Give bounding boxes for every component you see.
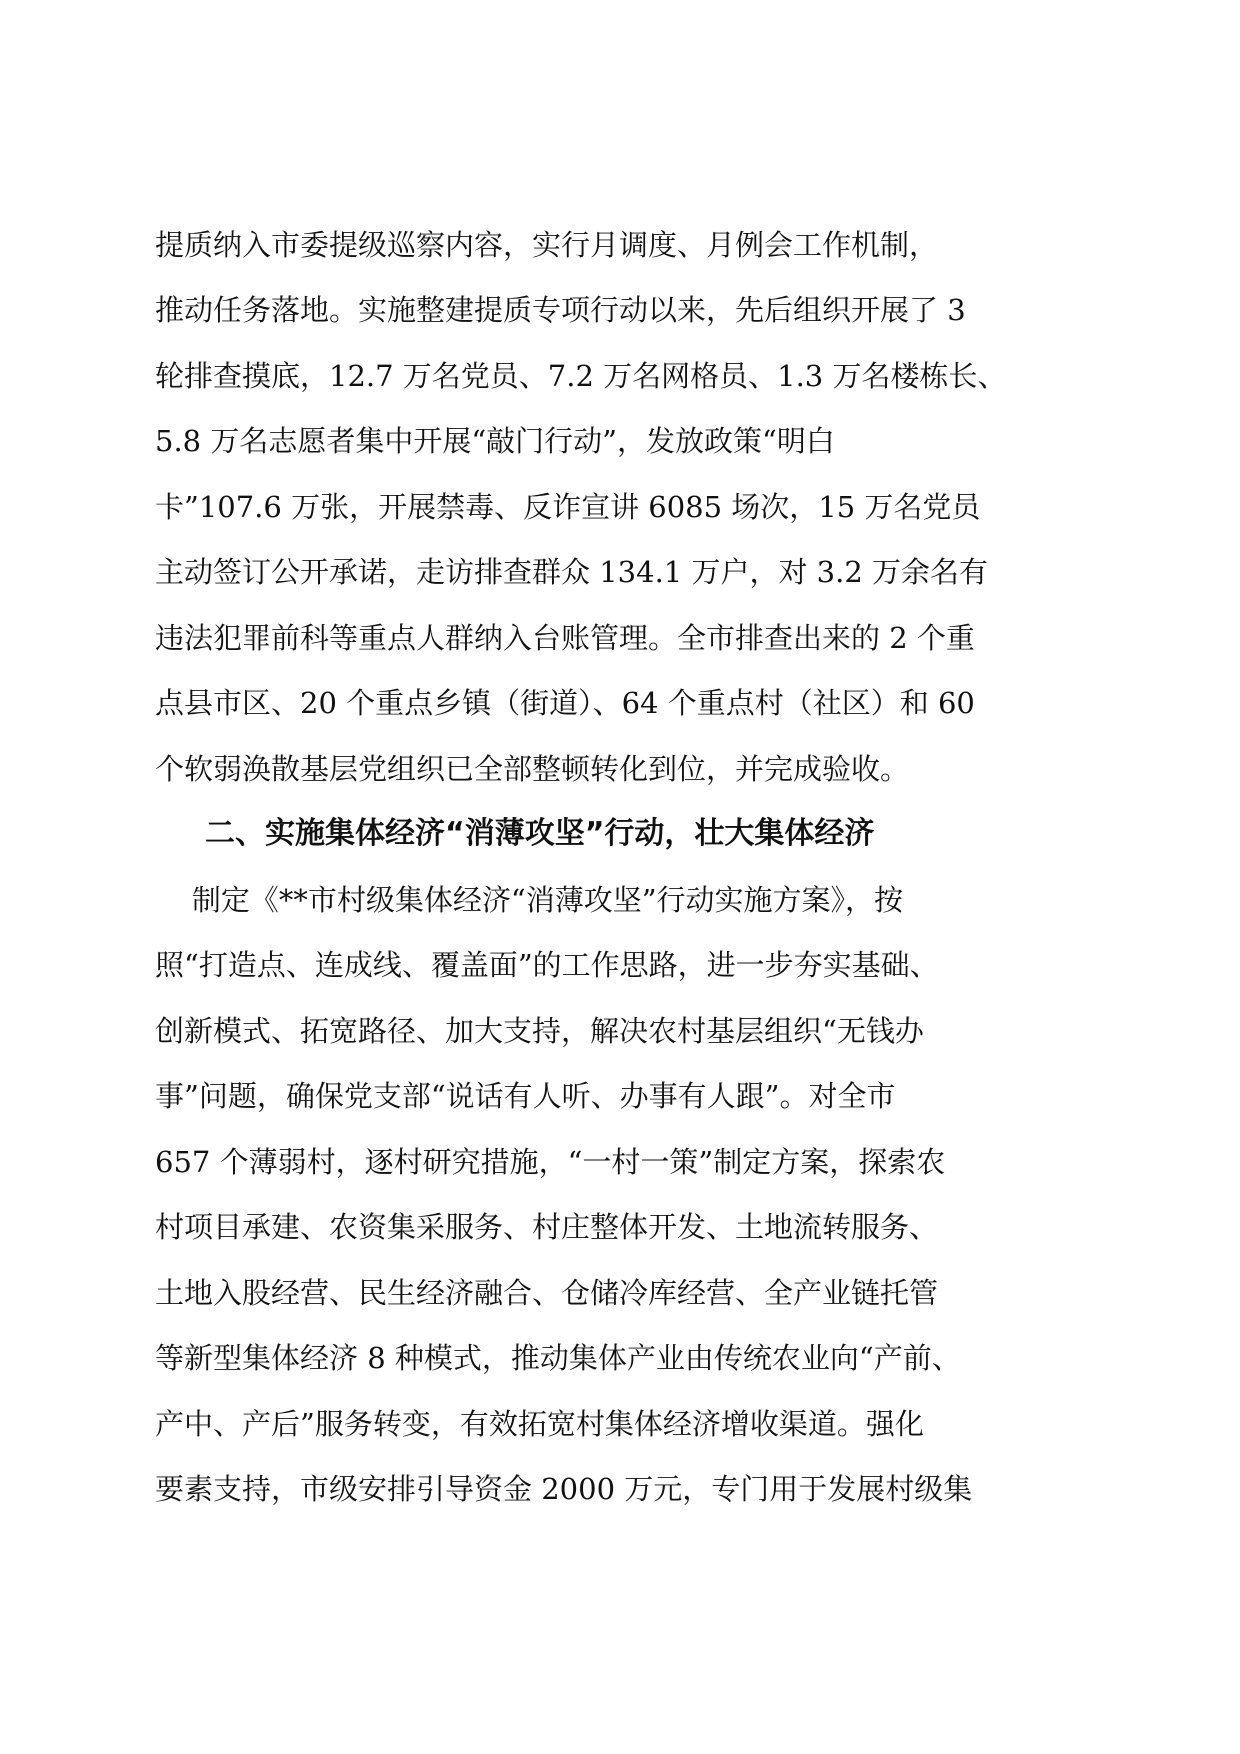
paragraph-1-line-9: 个软弱涣散基层党组织已全部整顿转化到位，并完成验收。: [155, 752, 910, 786]
paragraph-1-line-3: 轮排查摸底，12.7 万名党员、7.2 万名网格员、1.3 万名楼栋长、: [155, 359, 1007, 393]
paragraph-2-line-10: 要素支持，市级安排引导资金 2000 万元，专门用于发展村级集: [155, 1472, 973, 1506]
paragraph-1-line-8: 点县市区、20 个重点乡镇（街道）、64 个重点村（社区）和 60: [155, 686, 975, 720]
paragraph-2-line-1: 制定《**市村级集体经济“消薄攻坚”行动实施方案》，按: [155, 883, 904, 917]
paragraph-2-line-4: 事”问题，确保党支部“说话有人听、办事有人跟”。对全市: [155, 1079, 896, 1113]
paragraph-1-line-5: 卡”107.6 万张，开展禁毒、反诈宣讲 6085 场次，15 万名党员: [155, 490, 981, 524]
paragraph-1-line-6: 主动签订公开承诺，走访排查群众 134.1 万户，对 3.2 万余名有: [155, 555, 989, 589]
paragraph-1-line-4: 5.8 万名志愿者集中开展“敲门行动”，发放政策“明白: [155, 424, 835, 458]
paragraph-2-line-9: 产中、产后”服务转变，有效拓宽村集体经济增收渠道。强化: [155, 1407, 924, 1441]
paragraph-1-line-7: 违法犯罪前科等重点人群纳入台账管理。全市排查出来的 2 个重: [155, 621, 975, 655]
paragraph-2-line-8: 等新型集体经济 8 种模式，推动集体产业由传统农业向“产前、: [155, 1341, 961, 1375]
paragraph-1-line-1: 提质纳入市委提级巡察内容，实行月调度、月例会工作机制，: [155, 228, 939, 262]
paragraph-2-line-2: 照“打造点、连成线、覆盖面”的工作思路，进一步夯实基础、: [155, 948, 939, 982]
paragraph-2-line-5: 657 个薄弱村，逐村研究措施，“一村一策”制定方案，探索农: [155, 1145, 946, 1179]
section-heading-2: 二、实施集体经济“消薄攻坚”行动，壮大集体经济: [205, 816, 875, 851]
paragraph-1-line-2: 推动任务落地。实施整建提质专项行动以来，先后组织开展了 3: [155, 293, 966, 327]
paragraph-2-line-3: 创新模式、拓宽路径、加大支持，解决农村基层组织“无钱办: [155, 1014, 924, 1048]
paragraph-2-line-6: 村项目承建、农资集采服务、村庄整体开发、土地流转服务、: [155, 1210, 939, 1244]
paragraph-2-line-7: 土地入股经营、民生经济融合、仓储冷库经营、全产业链托管: [155, 1276, 939, 1310]
